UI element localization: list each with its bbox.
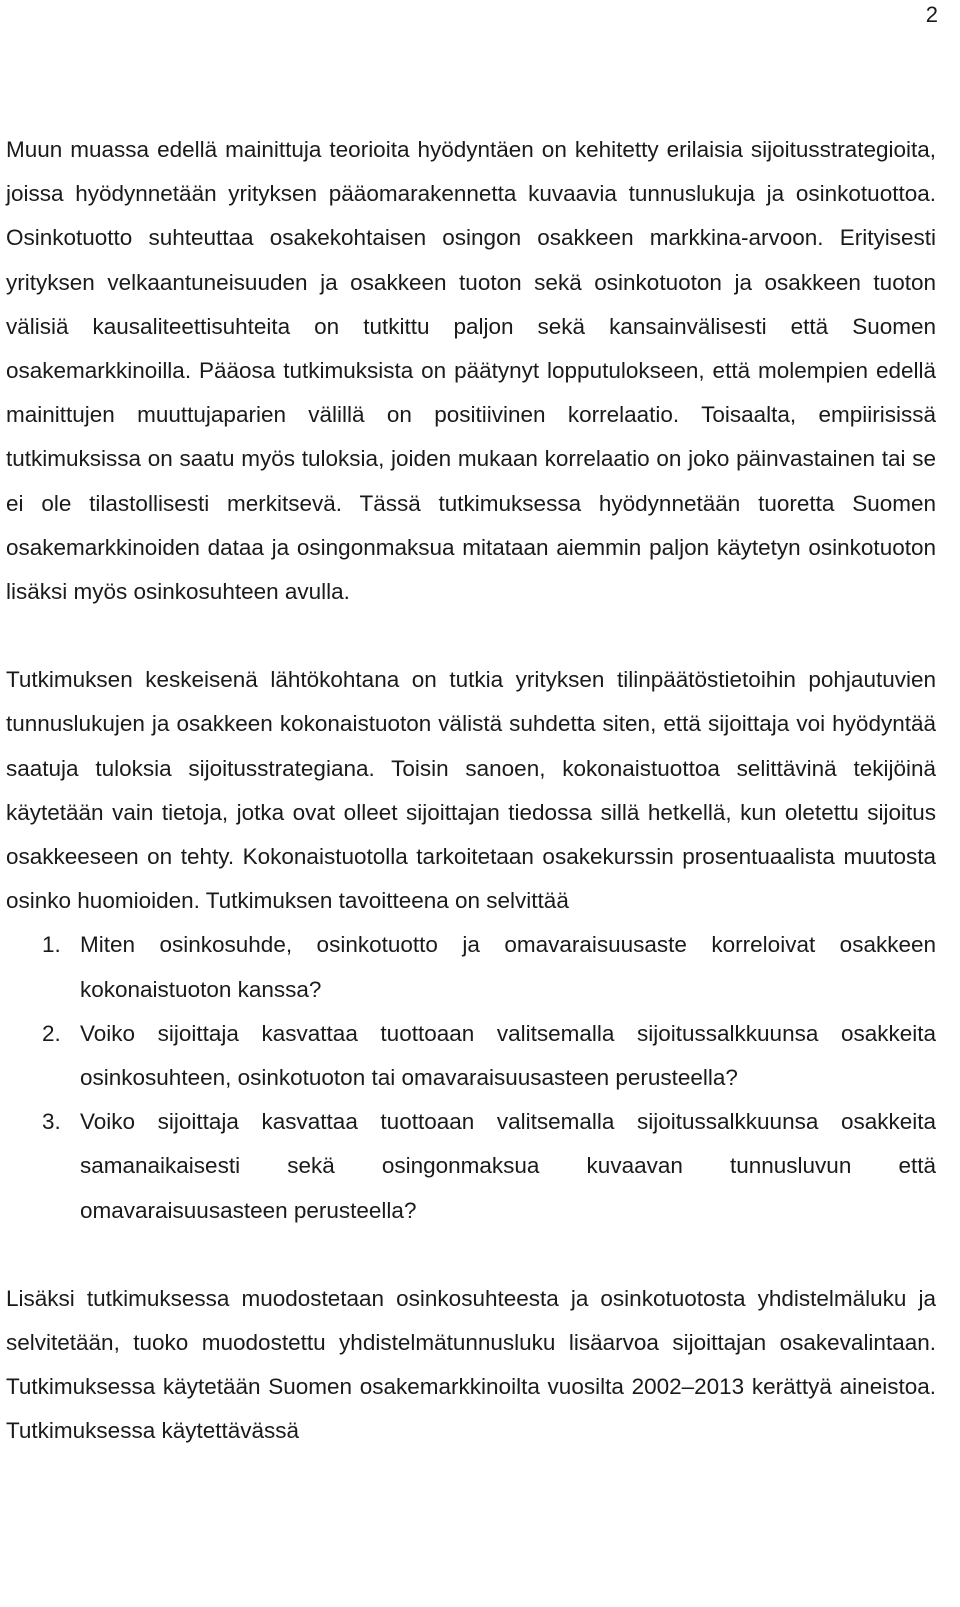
paragraph-research-goal-text: Tutkimuksen keskeisenä lähtökohtana on tutkia yrityksen tilinpäätöstietoihin pohjautuvien tunnuslukujen ja osakkeen kokonaistuoton välistä suhdetta siten, että sijoittaja voi hyödyntää saatuja tuloksia sijoitusstrategiana. Toisin sanoen, kokonaistuottoa selittävinä tekijöinä käytetään vain tietoja, jotka ovat olleet sijoittajan tiedossa sillä hetkellä, kun oletettu sijoitus osakkeeseen on tehty. Kokonaistuotolla tarkoitetaan osakekurssin prosentuaalista muutosta osinko huomioiden. Tutkimuksen tavoitteena on selvittää bbox=[6, 667, 936, 914]
document-body bbox=[6, 128, 936, 1454]
list-item bbox=[6, 1100, 936, 1233]
page-number: 2 bbox=[925, 2, 938, 27]
paragraph-research-goal bbox=[6, 658, 936, 1233]
research-questions-list bbox=[6, 923, 936, 1232]
list-item bbox=[6, 1012, 936, 1100]
list-item-text: Voiko sijoittaja kasvattaa tuottoaan valitsemalla sijoitussalkkuunsa osakkeita samanaikaisesti sekä osingonmaksua kuvaavan tunnusluvun että omavaraisuusasteen perusteella? bbox=[80, 1109, 936, 1223]
list-item-number: 2. bbox=[42, 1020, 61, 1046]
list-item bbox=[6, 923, 936, 1011]
list-item-text: Voiko sijoittaja kasvattaa tuottoaan valitsemalla sijoitussalkkuunsa osakkeita osinkosuhteen, osinkotuoton tai omavaraisuusasteen perusteella? bbox=[80, 1020, 936, 1091]
paragraph-intro: Muun muassa edellä mainittuja teorioita hyödyntäen on kehitetty erilaisia sijoitusstrategioita, joissa hyödynnetään yrityksen pääomarakennetta kuvaavia tunnuslukuja ja osinkotuottoa. Osinkotuotto suhteuttaa osakekohtaisen osingon osakkeen markkina-arvoon. Erityisesti yrityksen velkaantuneisuuden ja osakkeen tuoton sekä osinkotuoton ja osakkeen tuoton välisiä kausaliteettisuhteita on tutkittu paljon sekä kansainvälisesti että Suomen osakemarkkinoilla. Pääosa tutkimuksista on päätynyt lopputulokseen, että molempien edellä mainittujen muuttujaparien välillä on positiivinen korrelaatio. Toisaalta, empiirisissä tutkimuksissa on saatu myös tuloksia, joiden mukaan korrelaatio on joko päinvastainen tai se ei ole tilastollisesti merkitsevä. Tässä tutkimuksessa hyödynnetään tuoretta Suomen osakemarkkinoiden dataa ja osingonmaksua mitataan aiemmin paljon käytetyn osinkotuoton lisäksi myös osinkosuhteen avulla. bbox=[6, 137, 936, 605]
list-item-number: 1. bbox=[42, 932, 61, 958]
list-item-text: Miten osinkosuhde, osinkotuotto ja omavaraisuusaste korreloivat osakkeen kokonaistuoton kanssa? bbox=[80, 932, 936, 1002]
paragraph-additional: Lisäksi tutkimuksessa muodostetaan osinkosuhteesta ja osinkotuotosta yhdistelmäluku ja selvitetään, tuoko muodostettu yhdistelmätunnusluku lisäarvoa sijoittajan osakevalintaan. Tutkimuksessa käytetään Suomen osakemarkkinoilta vuosilta 2002–2013 kerättyä aineistoa. Tutkimuksessa käytettävässä bbox=[6, 1285, 936, 1444]
list-item-number: 3. bbox=[42, 1109, 61, 1135]
